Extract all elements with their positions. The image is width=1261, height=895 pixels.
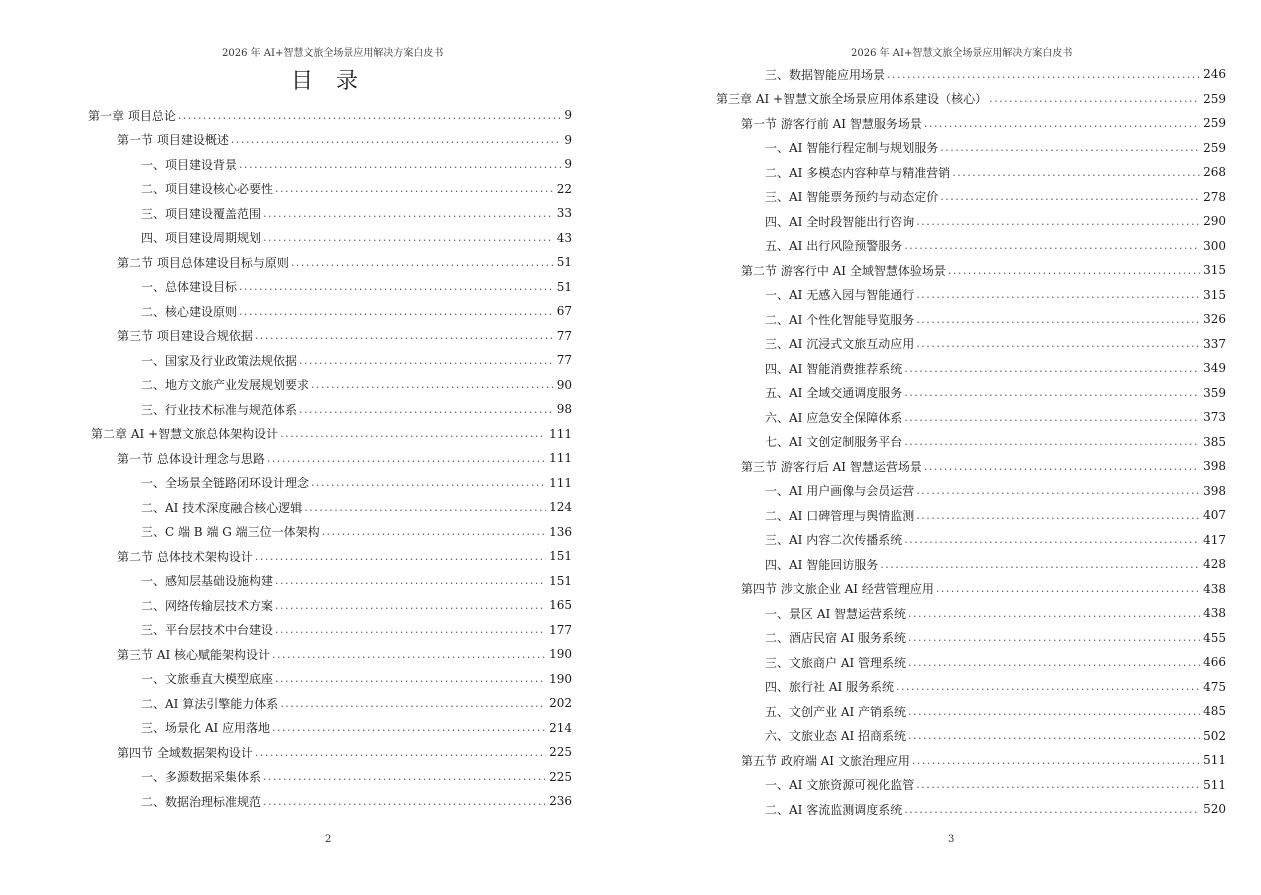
toc-leader-dots [916,288,1200,301]
toc-entry [765,237,1226,255]
toc-leader-dots [908,607,1200,620]
toc-entry-page: 475 [1203,679,1226,694]
toc-leader-dots [904,803,1200,816]
toc-entry-title: 第三节 游客行后 AI 智慧运营场景 [741,459,922,474]
toc-entry-title: 一、总体建设目标 [141,280,238,294]
toc-leader-dots [239,158,561,171]
toc-leader-dots [239,305,554,318]
toc-entry-title: 四、旅行社 AI 服务系统 [765,680,895,694]
toc-entry-title: 四、项目建设周期规划 [141,231,262,245]
toc-entry-title: 第五节 政府端 AI 文旅治理应用 [741,753,910,768]
toc-entry-page: 165 [549,598,572,612]
toc-entry-page: 77 [556,328,572,343]
toc-entry-title: 第二节 项目总体建设目标与原则 [117,255,289,270]
toc-leader-dots [263,795,546,808]
toc-entry-title: 三、AI 沉浸式文旅互动应用 [765,337,915,351]
toc-entry-title: 一、感知层基础设施构建 [141,574,274,588]
toc-entry-page: 90 [556,377,572,392]
toc-leader-dots [304,501,546,514]
toc-leader-dots [291,256,554,269]
toc-entry-title: 三、平台层技术中台建设 [141,623,274,637]
toc-entry-title: 一、AI 智能行程定制与规划服务 [765,141,939,155]
toc-entry-page: 315 [1203,287,1226,302]
toc-entry-title: 第一节 总体设计理念与思路 [117,451,265,466]
toc-entry-title: 二、数据治理标准规范 [141,794,262,809]
toc-entry [141,180,572,198]
toc-entry [765,335,1226,353]
toc-entry [141,719,572,737]
toc-entry-title: 第三节 项目建设合规依据 [117,329,253,343]
toc-entry [741,580,1226,598]
toc-entry-title: 二、AI 算法引擎能力体系 [141,696,279,711]
toc-entry-page: 9 [564,157,572,171]
toc-leader-dots [275,574,546,587]
toc-entry [117,547,572,565]
toc-entry [141,155,572,173]
toc-entry [141,400,572,418]
toc-entry-title: 二、AI 客流监测调度系统 [765,802,903,817]
toc-entry-page: 214 [549,720,572,735]
toc-leader-dots [916,778,1200,791]
toc-entry [741,261,1226,279]
toc-leader-dots [924,117,1200,130]
toc-entry-title: 三、C 端 B 端 G 端三位一体架构 [141,525,320,539]
toc-entry [91,425,572,443]
toc-entry-page: 359 [1203,385,1226,400]
toc-leader-dots [904,362,1200,375]
toc-entry-page: 398 [1203,459,1226,473]
toc-leader-dots [940,141,1200,154]
toc-leader-dots [311,378,554,391]
toc-leader-dots [322,525,546,538]
toc-entry-page: 43 [556,230,572,245]
toc-entry [765,359,1226,377]
toc-title: 目 录 [291,69,366,94]
toc-entry [765,139,1226,157]
toc-entry-title: 二、AI 口碑管理与舆情监测 [765,508,915,523]
toc-entry-title: 第四节 涉文旅企业 AI 经营管理应用 [741,582,934,596]
toc-leader-dots [272,648,546,661]
toc-entry-page: 326 [1203,312,1226,326]
toc-entry [765,310,1226,328]
toc-entry [141,621,572,639]
toc-entry-page: 259 [1203,91,1226,106]
toc-entry-page: 259 [1203,116,1226,130]
toc-entry-title: 第三节 AI 核心赋能架构设计 [117,647,271,662]
toc-entry [716,90,1226,108]
toc-entry [117,645,572,663]
toc-entry [141,376,572,394]
toc-entry-title: 五、文创产业 AI 产销系统 [765,704,907,719]
toc-entry [765,653,1226,671]
toc-entry-page: 98 [556,402,572,416]
toc-leader-dots [231,133,562,146]
toc-leader-dots [255,550,546,563]
toc-entry-page: 511 [1203,777,1226,792]
toc-entry [141,474,572,492]
toc-entry [765,482,1226,500]
toc-entry-title: 二、AI 技术深度融合核心逻辑 [141,500,303,515]
toc-entry-title: 一、国家及行业政策法规依据 [141,353,298,368]
toc-leader-dots [263,207,554,220]
toc-entry-title: 三、AI 内容二次传播系统 [765,533,903,547]
toc-entry-page: 151 [549,573,572,588]
toc-leader-dots [916,484,1200,497]
toc-entry-title: 第二章 AI +智慧文旅总体架构设计 [91,427,279,441]
toc-entry-page: 111 [549,475,572,490]
page-number: 2 [325,834,332,845]
toc-entry-title: 一、全场景全链路闭环设计理念 [141,476,310,490]
toc-leader-dots [275,182,554,195]
toc-entry-page: 398 [1203,483,1226,498]
toc-entry-page: 77 [556,353,572,367]
left-page [0,0,630,895]
toc-leader-dots [916,337,1200,350]
page-number: 3 [948,834,955,845]
toc-leader-dots [908,729,1200,742]
toc-leader-dots [255,329,554,342]
toc-leader-dots [272,721,546,734]
toc-entry [117,131,572,149]
toc-entry-title: 一、多源数据采集体系 [141,770,262,784]
toc-entry [741,751,1226,769]
toc-entry [765,163,1226,181]
toc-entry-page: 511 [1203,753,1226,767]
toc-entry [141,351,572,369]
toc-entry-title: 一、AI 文旅资源可视化监管 [765,778,915,792]
toc-entry-page: 278 [1203,189,1226,204]
toc-entry-page: 124 [549,500,572,514]
toc-entry-page: 428 [1203,557,1226,571]
toc-entry-page: 246 [1203,67,1226,81]
toc-entry-page: 136 [549,524,572,539]
toc-entry [141,792,572,810]
toc-entry-page: 485 [1203,704,1226,718]
toc-entry [141,670,572,688]
toc-entry-page: 438 [1203,606,1226,620]
toc-leader-dots [904,435,1200,448]
toc-leader-dots [916,215,1200,228]
toc-entry [141,498,572,516]
toc-leader-dots [916,509,1200,522]
toc-entry [765,506,1226,524]
toc-entry-title: 第二节 总体技术架构设计 [117,549,253,564]
toc-entry-page: 520 [1203,802,1226,816]
toc-entry-title: 第一节 游客行前 AI 智慧服务场景 [741,116,922,131]
toc-entry-page: 259 [1203,140,1226,155]
toc-entry-page: 51 [556,279,572,294]
toc-entry-title: 一、AI 用户画像与会员运营 [765,484,915,498]
toc-entry-title: 三、文旅商户 AI 管理系统 [765,655,907,670]
toc-entry-page: 33 [556,206,572,220]
toc-leader-dots [940,190,1200,203]
toc-entry [117,253,572,271]
toc-entry-page: 502 [1203,728,1226,743]
toc-entry-title: 三、场景化 AI 应用落地 [141,721,271,735]
toc-entry-title: 第一节 项目建设概述 [117,133,229,147]
toc-entry-page: 417 [1203,532,1226,547]
toc-entry-title: 一、文旅垂直大模型底座 [141,672,274,686]
toc-entry-title: 第一章 项目总论 [88,108,176,123]
toc-leader-dots [178,109,562,122]
toc-leader-dots [275,599,546,612]
toc-entry [765,384,1226,402]
toc-entry-page: 151 [549,549,572,563]
toc-entry [765,629,1226,647]
toc-entry-title: 三、项目建设覆盖范围 [141,206,262,221]
toc-entry-page: 202 [549,696,572,710]
toc-entry [117,327,572,345]
toc-entry [765,678,1226,696]
toc-entry-title: 一、景区 AI 智慧运营系统 [765,606,907,621]
toc-entry-title: 七、AI 文创定制服务平台 [765,435,903,449]
toc-entry-title: 六、AI 应急安全保障体系 [765,410,903,425]
toc-leader-dots [280,697,546,710]
toc-leader-dots [896,680,1200,693]
toc-entry-title: 二、核心建设原则 [141,304,238,319]
toc-entry-page: 225 [549,769,572,784]
toc-entry [141,596,572,614]
toc-entry [141,229,572,247]
toc-leader-dots [275,623,546,636]
toc-entry-page: 190 [549,647,572,661]
toc-entry-page: 455 [1203,630,1226,645]
toc-leader-dots [916,313,1200,326]
toc-leader-dots [952,166,1200,179]
toc-entry-page: 315 [1203,263,1226,277]
toc-entry [141,768,572,786]
toc-entry-page: 373 [1203,410,1226,424]
toc-entry-page: 9 [564,132,572,147]
toc-entry [117,449,572,467]
toc-entry [765,408,1226,426]
toc-entry-title: 四、AI 智能消费推荐系统 [765,361,903,376]
toc-entry [765,212,1226,230]
toc-entry [141,694,572,712]
toc-leader-dots [299,403,554,416]
toc-entry-page: 236 [549,794,572,808]
toc-entry [765,702,1226,720]
toc-entry-page: 177 [549,622,572,637]
toc-entry [765,776,1226,794]
toc-entry-title: 第四节 全域数据架构设计 [117,745,253,760]
toc-leader-dots [924,460,1200,473]
toc-entry-page: 466 [1203,655,1226,669]
toc-entry [141,204,572,222]
toc-entry [765,800,1226,818]
toc-leader-dots [239,280,554,293]
toc-leader-dots [948,264,1200,277]
toc-entry [141,572,572,590]
toc-entry-page: 349 [1203,361,1226,375]
toc-leader-dots [904,411,1200,424]
toc-entry-page: 111 [549,426,572,441]
toc-entry-page: 51 [556,255,572,269]
toc-entry [741,114,1226,132]
toc-leader-dots [908,631,1200,644]
toc-entry [117,743,572,761]
toc-entry-title: 一、AI 无感入园与智能通行 [765,288,915,302]
toc-entry-title: 二、网络传输层技术方案 [141,598,274,613]
toc-entry-title: 二、地方文旅产业发展规划要求 [141,378,310,392]
toc-entry [141,523,572,541]
toc-entry-page: 290 [1203,214,1226,228]
toc-leader-dots [255,746,546,759]
toc-leader-dots [263,231,554,244]
toc-entry-title: 三、数据智能应用场景 [765,67,886,82]
toc-leader-dots [912,754,1200,767]
toc-entry-title: 二、AI 多模态内容种草与精准营销 [765,165,951,180]
toc-entry-title: 第二节 游客行中 AI 全域智慧体验场景 [741,263,946,278]
toc-entry [765,65,1226,83]
toc-leader-dots [311,476,546,489]
toc-entry-page: 111 [549,451,572,465]
toc-entry [88,106,572,124]
toc-leader-dots [267,452,546,465]
toc-leader-dots [989,92,1200,105]
toc-leader-dots [263,770,546,783]
toc-leader-dots [908,656,1200,669]
toc-entry [765,604,1226,622]
toc-leader-dots [887,68,1200,81]
toc-entry-page: 67 [556,304,572,318]
toc-entry [765,555,1226,573]
toc-leader-dots [904,533,1200,546]
toc-entry-title: 三、AI 智能票务预约与动态定价 [765,190,939,204]
toc-entry-title: 四、AI 全时段智能出行咨询 [765,214,915,229]
toc-entry [741,457,1226,475]
toc-leader-dots [880,558,1200,571]
toc-entry-page: 438 [1203,581,1226,596]
toc-entry [141,278,572,296]
toc-entry-page: 337 [1203,336,1226,351]
toc-leader-dots [904,386,1200,399]
toc-entry-title: 五、AI 全域交通调度服务 [765,386,903,400]
toc-leader-dots [908,705,1200,718]
toc-leader-dots [299,354,554,367]
toc-entry [765,433,1226,451]
page-header: 2026 年 AI+智慧文旅全场景应用解决方案白皮书 [222,48,444,59]
toc-entry-title: 六、文旅业态 AI 招商系统 [765,729,907,743]
toc-leader-dots [275,672,546,685]
toc-entry-title: 四、AI 智能回访服务 [765,557,879,572]
toc-entry-title: 五、AI 出行风险预警服务 [765,239,903,253]
toc-entry-title: 二、AI 个性化智能导览服务 [765,312,915,327]
toc-entry-page: 190 [549,671,572,686]
toc-entry-page: 268 [1203,165,1226,179]
toc-entry-page: 225 [549,745,572,759]
toc-entry-page: 22 [556,181,572,196]
toc-entry-title: 一、项目建设背景 [141,157,238,172]
toc-entry-page: 385 [1203,434,1226,449]
page-header: 2026 年 AI+智慧文旅全场景应用解决方案白皮书 [851,48,1073,59]
toc-entry-title: 第三章 AI +智慧文旅全场景应用体系建设（核心） [716,92,988,106]
toc-entry [765,286,1226,304]
toc-entry [765,531,1226,549]
toc-entry-page: 300 [1203,238,1226,253]
toc-entry-title: 二、酒店民宿 AI 服务系统 [765,631,907,645]
toc-entry [765,188,1226,206]
toc-entry-title: 二、项目建设核心必要性 [141,182,274,196]
toc-entry-title: 三、行业技术标准与规范体系 [141,402,298,417]
right-page [630,0,1261,895]
toc-entry [765,727,1226,745]
toc-entry-page: 9 [564,108,572,122]
toc-entry [141,302,572,320]
toc-entry-page: 407 [1203,508,1226,522]
toc-leader-dots [936,582,1200,595]
toc-leader-dots [280,427,546,440]
toc-leader-dots [904,239,1200,252]
